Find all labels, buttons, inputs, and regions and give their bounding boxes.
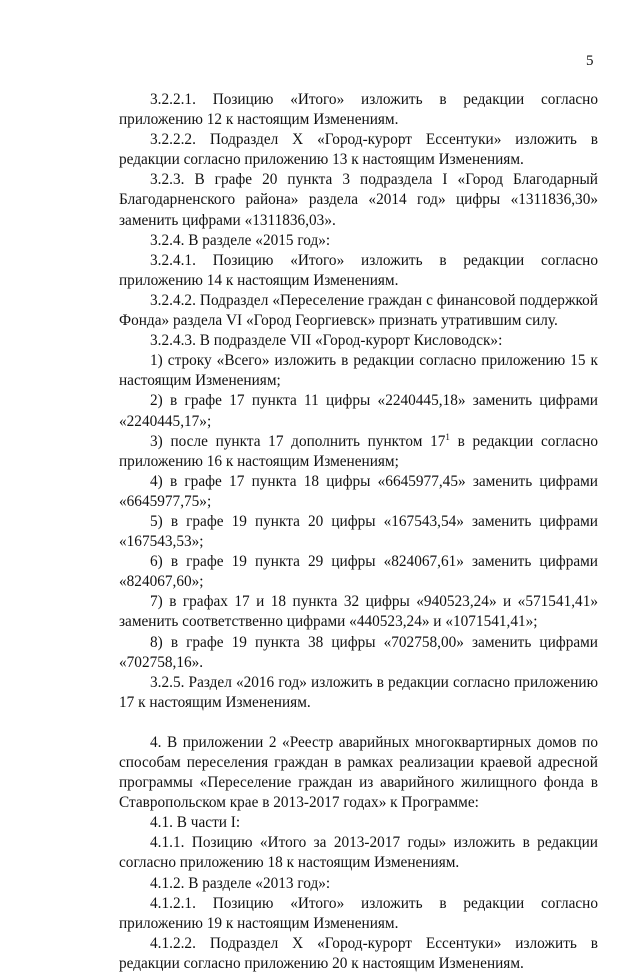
list-item-3	[119, 432, 598, 472]
list-item-8: 8) в графе 19 пункта 38 цифры «702758,00» заменить цифрами «702758,16».	[119, 633, 598, 671]
list-item-3-superscript: 1	[445, 431, 450, 442]
paragraph-4-1-2-1: 4.1.2.1. Позицию «Итого» изложить в редакции согласно приложению 19 к настоящим Изменениям.	[119, 894, 598, 932]
paragraph-3-2-4-1: 3.2.4.1. Позицию «Итого» изложить в редакции согласно приложению 14 к настоящим Изменениям.	[119, 251, 598, 289]
list-item-2: 2) в графе 17 пункта 11 цифры «2240445,18» заменить цифрами «2240445,17»;	[119, 392, 598, 430]
paragraph-3-2-4: 3.2.4. В разделе «2015 год»:	[150, 231, 331, 249]
list-item-3-text-before: 3) после пункта 17 дополнить пунктом 17	[150, 432, 446, 450]
paragraph-3-2-3: 3.2.3. В графе 20 пункта 3 подраздела I «Город Благодарный Благодарненского района» раздела «2014 год» цифры «1311836,30» заменить цифрами «1311836,03».	[119, 171, 598, 229]
list-item-6: 6) в графе 19 пункта 29 цифры «824067,61» заменить цифрами «824067,60»;	[119, 553, 598, 591]
paragraph-3-2-5: 3.2.5. Раздел «2016 год» изложить в редакции согласно приложению 17 к настоящим Изменениям.	[119, 673, 598, 711]
paragraph-4-1: 4.1. В части I:	[150, 814, 241, 832]
paragraph-4-1-1: 4.1.1. Позицию «Итого за 2013-2017 годы» изложить в редакции согласно приложению 18 к настоящим Изменениям.	[119, 834, 598, 872]
list-item-4: 4) в графе 17 пункта 18 цифры «6645977,45» заменить цифрами «6645977,75»;	[119, 472, 598, 510]
paragraph-3-2-4-3: 3.2.4.3. В подразделе VII «Город-курорт Кисловодск»:	[150, 332, 503, 350]
list-item-3-text-after: в редакции согласно приложению 16 к настоящим Изменениям;	[119, 432, 598, 470]
paragraph-4-1-2: 4.1.2. В разделе «2013 год»:	[150, 874, 331, 892]
page-number: 5	[586, 53, 594, 69]
paragraph-3-2-4-2: 3.2.4.2. Подраздел «Переселение граждан с финансовой поддержкой Фонда» раздела VI «Город Георгиевск» признать утратившим силу.	[119, 291, 598, 330]
paragraph-4-1-2-2: 4.1.2.2. Подраздел X «Город-курорт Ессентуки» изложить в редакции согласно приложению 20 к настоящим Изменениям.	[119, 934, 598, 972]
list-item-1: 1) строку «Всего» изложить в редакции согласно приложению 15 к настоящим Изменениям;	[119, 352, 598, 390]
document-body	[119, 90, 598, 974]
paragraph-3-2-2-2: 3.2.2.2. Подраздел X «Город-курорт Ессентуки» изложить в редакции согласно приложению 13 к настоящим Изменениям.	[119, 131, 598, 169]
list-item-7: 7) в графах 17 и 18 пункта 32 цифры «940523,24» и «571541,41» заменить соответственно цифрами «440523,24» и «1071541,41»;	[119, 593, 598, 631]
paragraph-4: 4. В приложении 2 «Реестр аварийных многоквартирных домов по способам переселения граждан в рамках реализации краевой адресной программы «Переселение граждан из аварийного жилищного фонда в Ставропольском крае в 2013-2017 годах» к Программе:	[119, 733, 598, 812]
list-item-5: 5) в графе 19 пункта 20 цифры «167543,54» заменить цифрами «167543,53»;	[119, 512, 598, 551]
paragraph-3-2-2-1: 3.2.2.1. Позицию «Итого» изложить в редакции согласно приложению 12 к настоящим Изменениям.	[119, 91, 598, 129]
